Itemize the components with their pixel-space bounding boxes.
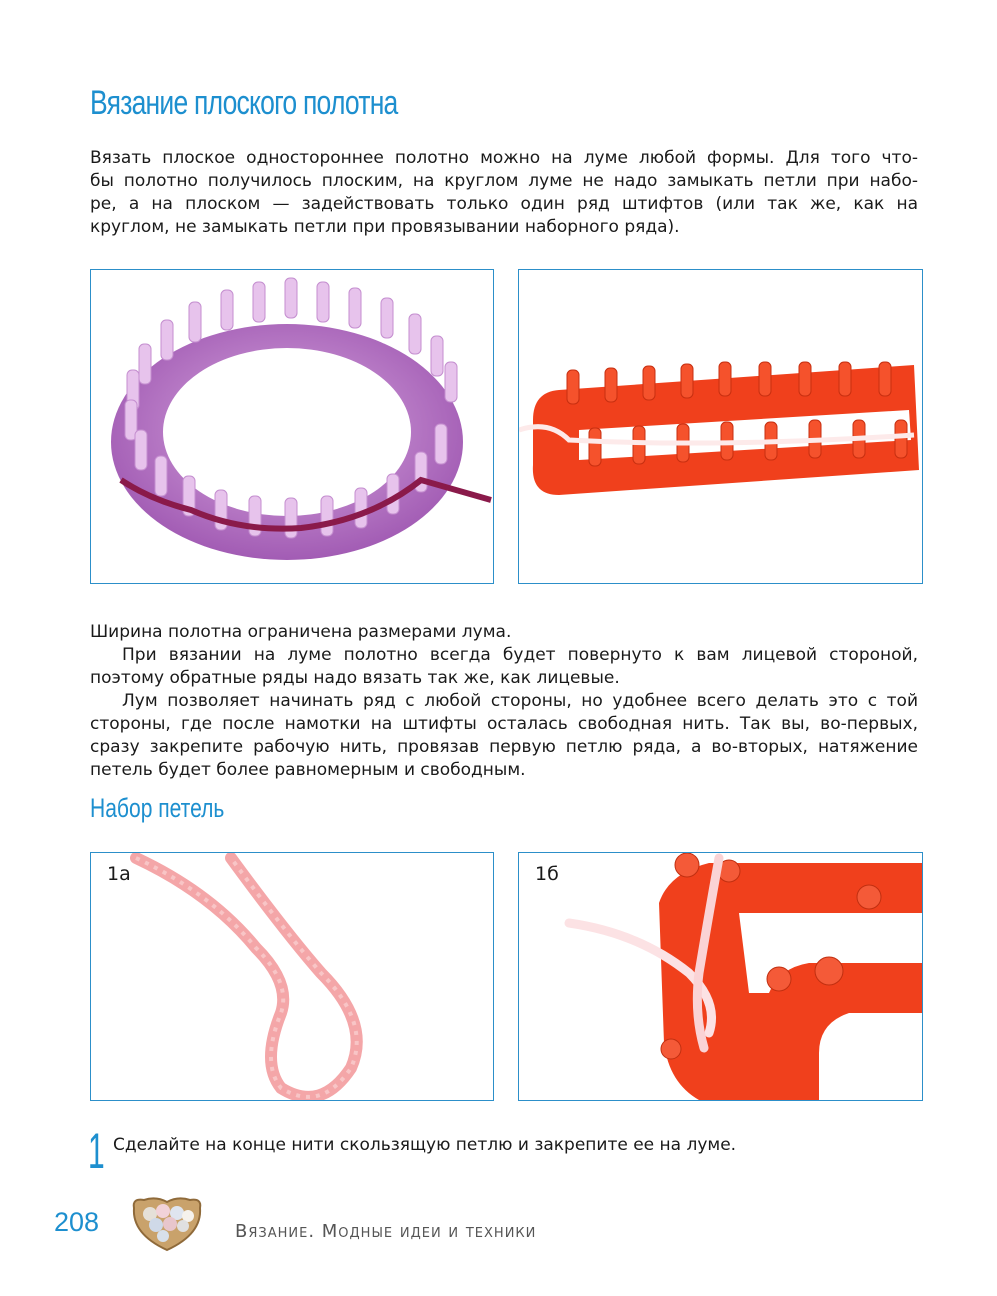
body-line: сразу закрепите рабочую нить, провязав первую петлю ряда, а во-вторых, натяжение [90,737,918,757]
intro-line: Вязать плоское одностороннее полотно можно на луме любой формы. Для того что- [90,148,918,168]
loop-on-loom-photo [518,852,923,1101]
intro-paragraph [90,147,918,239]
intro-line: ре, а на плоском — задействовать только один ряд штифтов (или так же, как на [90,194,918,214]
body-line: При вязании на луме полотно всегда будет повернуто к вам лицевой стороной, [122,645,918,665]
section-heading: Набор петель [90,793,225,823]
photo-label-1b: 1б [535,863,559,885]
round-loom-photo [90,269,494,584]
body-paragraph-1: Ширина полотна ограничена размерами лума. [90,622,512,642]
step-number: 1 [88,1123,105,1179]
body-line: стороны, где после намотки на штифты осталась свободная нить. Так вы, во-первых, [90,714,918,734]
yarn-basket-icon [130,1194,204,1254]
long-loom-photo [518,269,923,584]
body-text [90,621,918,782]
book-title: Вязание. Модные идеи и техники [235,1221,537,1242]
page-title: Вязание плоского полотна [90,84,398,122]
slip-knot-photo [90,852,494,1101]
body-line: петель будет более равномерным и свободным. [90,760,526,780]
body-line: поэтому обратные ряды надо вязать так же, как лицевые. [90,668,620,688]
body-line: Лум позволяет начинать ряд с любой стороны, но удобнее всего делать это с той [122,691,918,711]
page-number: 208 [54,1207,100,1237]
step-text: Сделайте на конце нити скользящую петлю и закрепите ее на луме. [113,1135,737,1155]
photo-label-1a: 1а [107,863,131,885]
intro-line: круглом, не замыкать петли при провязывании наборного ряда). [90,217,680,237]
intro-line: бы полотно получилось плоским, на круглом луме не надо замыкать петли при набо- [90,171,918,191]
